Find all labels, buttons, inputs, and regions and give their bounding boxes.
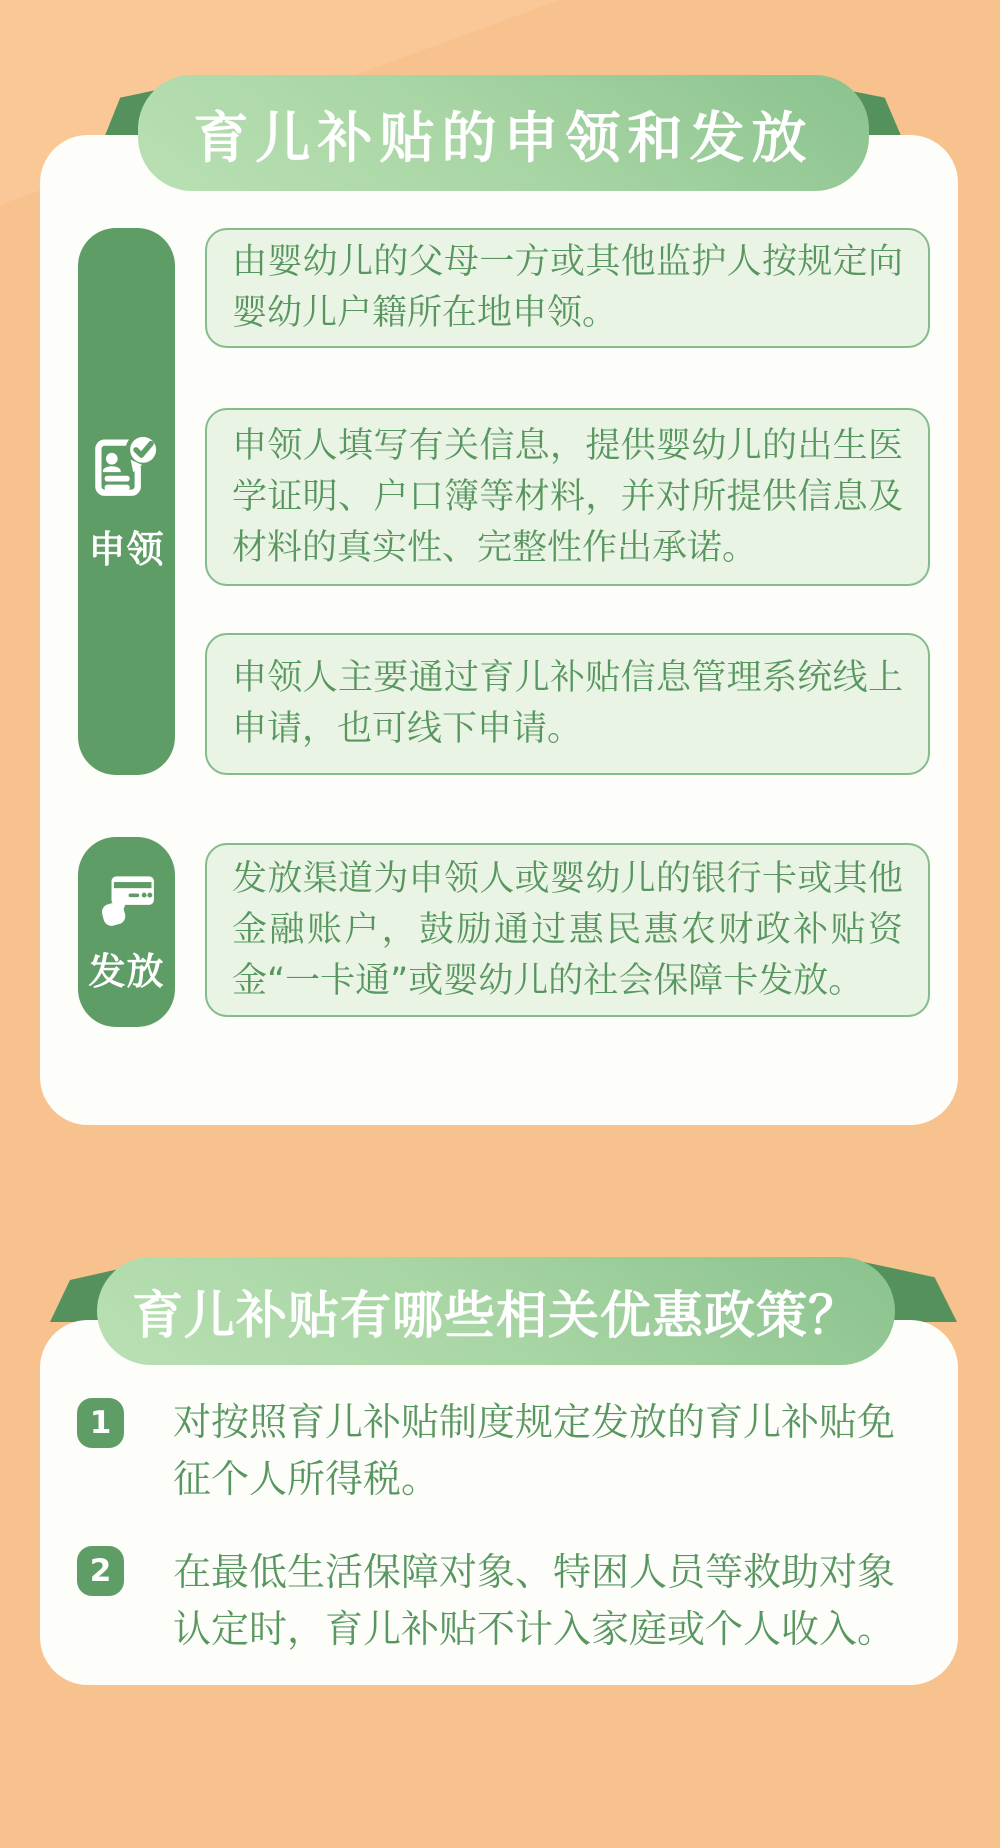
apply-pill xyxy=(78,228,175,775)
apply-note-1: 由婴幼儿的父母一方或其他监护人按规定向婴幼儿户籍所在地申领。 xyxy=(205,228,930,348)
policy-number-badge-1: 1 xyxy=(77,1398,124,1448)
distribute-pill xyxy=(78,837,175,1027)
apply-pill-label: 申领 xyxy=(88,527,165,571)
section2-title-banner xyxy=(97,1257,895,1365)
section1-title: 育儿补贴的申领和发放 xyxy=(193,105,814,170)
distribute-pill-label: 发放 xyxy=(88,950,165,993)
policy-item-1: 对按照育儿补贴制度规定发放的育儿补贴免征个人所得税。 xyxy=(173,1400,896,1501)
section1-title-banner xyxy=(138,75,869,191)
section2-title: 育儿补贴有哪些相关优惠政策？ xyxy=(131,1287,860,1346)
policy-item-2: 在最低生活保障对象、特困人员等救助对象认定时，育儿补贴不计入家庭或个人收入。 xyxy=(173,1550,896,1651)
apply-note-2: 申领人填写有关信息，提供婴幼儿的出生医学证明、户口簿等材料，并对所提供信息及材料的真实性、完整性作出承诺。 xyxy=(205,408,930,586)
policy-number-badge-2: 2 xyxy=(77,1546,124,1596)
hand-card-icon xyxy=(96,869,158,931)
form-check-icon xyxy=(93,431,161,499)
apply-note-3: 申领人主要通过育儿补贴信息管理系统线上申请，也可线下申请。 xyxy=(205,633,930,775)
distribute-note-1: 发放渠道为申领人或婴幼儿的银行卡或其他金融账户，鼓励通过惠民惠农财政补贴资金“一卡通”或婴幼儿的社会保障卡发放。 xyxy=(205,843,930,1017)
